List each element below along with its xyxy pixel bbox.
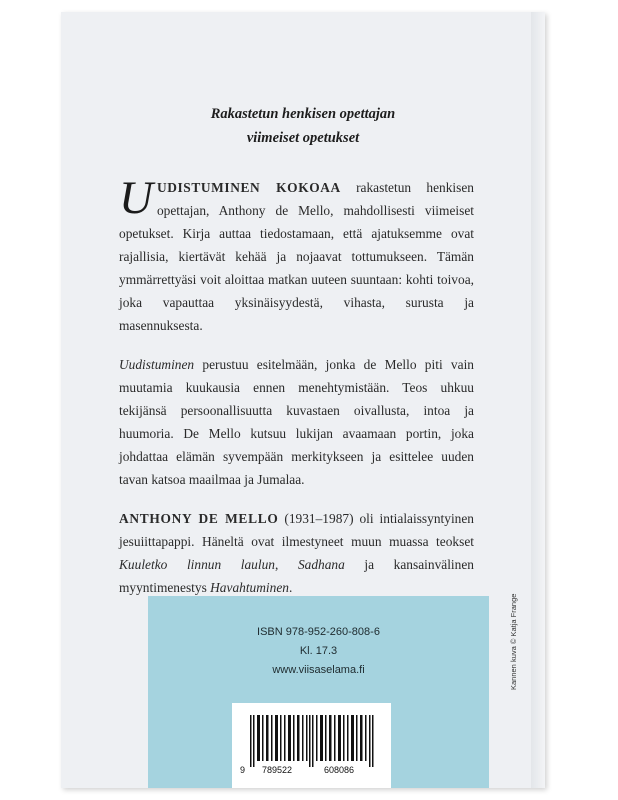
- publisher-info-box: [148, 596, 489, 703]
- second-paragraph: [119, 353, 474, 491]
- barcode-lead-digit: 9: [240, 765, 246, 775]
- barcode-bars: [248, 715, 376, 767]
- tagline-line-2: viimeiset opetukset: [246, 130, 360, 146]
- intro-paragraph: [119, 172, 474, 337]
- isbn-text: ISBN 978-952-260-808-6: [257, 626, 380, 638]
- author-bio-mid: ja kansainvälinen myyntimenestys: [119, 557, 474, 595]
- intro-lead: UDISTUMINEN KOKOAA: [156, 180, 341, 195]
- separator: ,: [274, 557, 298, 572]
- author-work-1: Kuuletko linnun laulun: [119, 557, 275, 572]
- author-name: ANTHONY DE MELLO: [119, 511, 279, 526]
- author-paragraph: [119, 507, 474, 599]
- drop-cap: U: [119, 172, 153, 224]
- blurb: [119, 172, 475, 599]
- author-work-2: Sadhana: [297, 557, 345, 572]
- classification-text: Kl. 17.3: [299, 645, 338, 657]
- tagline-line-1: Rakastetun henkisen opettajan: [210, 106, 396, 122]
- author-work-3: Havahtuminen: [210, 580, 289, 595]
- barcode: [232, 703, 391, 788]
- barcode-digits-1: 789522: [262, 765, 293, 775]
- author-bio-end: .: [288, 580, 293, 595]
- back-cover: [61, 12, 545, 788]
- book-title-italic: Uudistuminen: [119, 357, 195, 372]
- tagline: [61, 102, 545, 150]
- second-paragraph-text: perustuu esitelmään, jonka de Mello piti vain muutamia kuukausia ennen menehtymistään. Teos uhkuu tekijänsä persoonallisuutta kuvastaen oivallusta, intoa ja huumoria. De Mello kutsuu lukijan avaamaan portin, joka johdattaa elämän syvempään merkitykseen ja esittelee uuden tavan katsoa maailmaa ja Jumalaa.: [119, 357, 474, 487]
- author-bio: (1931–1987) oli intialaissyntyinen jesuiittapappi. Häneltä ovat ilmestyneet muun muassa teokset: [119, 511, 475, 549]
- barcode-area: [148, 703, 489, 788]
- website-text: www.viisaselama.fi: [272, 664, 365, 676]
- barcode-digits-2: 608086: [324, 765, 355, 775]
- intro-text: rakastetun henkisen opettajan, Anthony de Mello, mahdollisesti viimeiset opetukset. Kirja auttaa tiedostamaan, että ajatuksemme ovat rajallisia, kiertävät kehää ja nojaavat tottumukseen. Tämän ymmärrettyäsi voit aloittaa matkan uuteen suuntaan: kohti toivoa, joka vapauttaa yksinäisyydestä, vihasta, surusta ja masennuksesta.: [119, 180, 474, 333]
